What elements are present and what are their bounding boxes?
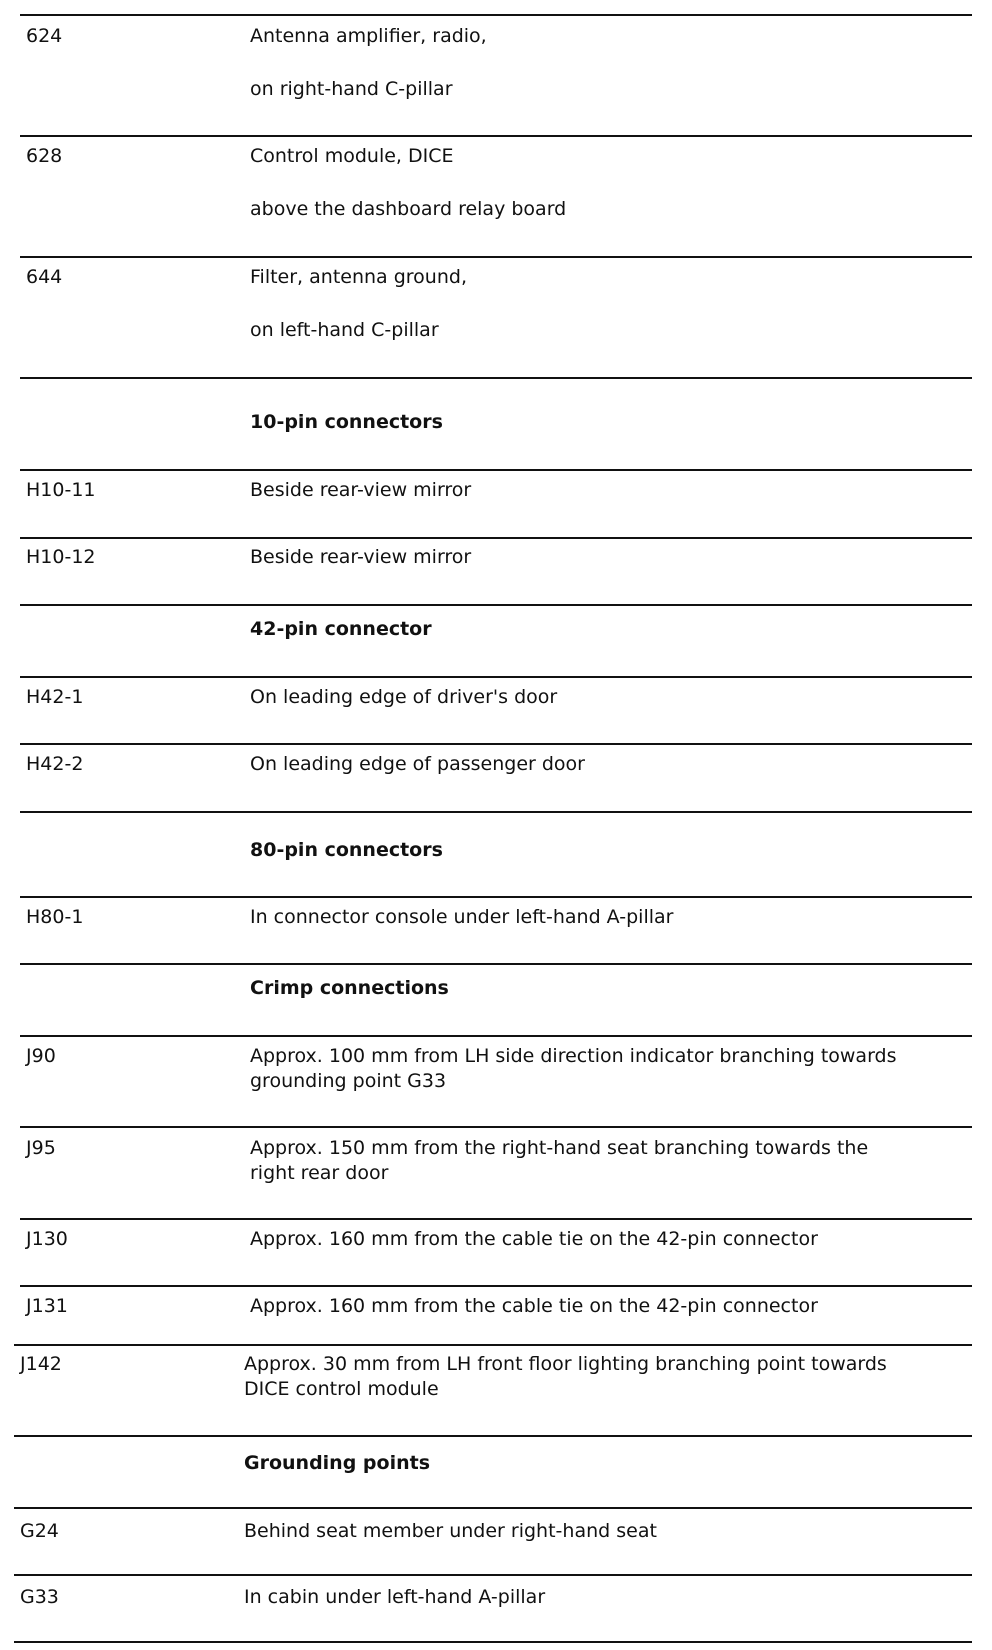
row-description: above the dashboard relay board [250,198,567,220]
row-code: J142 [20,1353,62,1375]
section-heading: 80-pin connectors [250,839,443,861]
row-description: Approx. 30 mm from LH front floor lighting branching point towards [244,1353,887,1375]
table-rule [20,1035,972,1037]
table-rule [14,1435,972,1437]
row-description: Control module, DICE [250,145,454,167]
row-description: Approx. 160 mm from the cable tie on the 42-pin connector [250,1295,818,1317]
row-code: H10-12 [26,546,96,568]
row-description: In connector console under left-hand A-pillar [250,906,674,928]
row-code: H80-1 [26,906,84,928]
table-rule [20,676,972,678]
row-description: grounding point G33 [250,1070,447,1092]
row-description: On leading edge of passenger door [250,753,585,775]
table-rule [20,537,972,539]
row-description: In cabin under left-hand A-pillar [244,1586,546,1608]
row-description: Beside rear-view mirror [250,479,472,501]
table-rule [20,1218,972,1220]
row-description: on right-hand C-pillar [250,78,453,100]
row-code: 644 [26,266,63,288]
row-description: Antenna amplifier, radio, [250,25,487,47]
table-rule [20,743,972,745]
section-heading: Crimp connections [250,977,449,999]
table-rule [20,896,972,898]
row-code: J90 [26,1045,56,1067]
table-rule [20,811,972,813]
section-heading: Grounding points [244,1452,431,1474]
row-code: H42-1 [26,686,84,708]
table-rule [20,377,972,379]
table-rule [20,1285,972,1287]
row-code: 628 [26,145,63,167]
table-rule [20,14,972,16]
row-code: J131 [26,1295,68,1317]
row-code: 624 [26,25,63,47]
section-heading: 10-pin connectors [250,411,443,433]
row-description: Beside rear-view mirror [250,546,472,568]
table-rule [20,256,972,258]
section-heading: 42-pin connector [250,618,432,640]
row-description: Behind seat member under right-hand seat [244,1520,657,1542]
row-code: G24 [20,1520,59,1542]
row-description: On leading edge of driver's door [250,686,558,708]
table-rule [20,963,972,965]
table-rule [20,1126,972,1128]
table-rule [20,604,972,606]
table-rule [14,1507,972,1509]
row-code: H10-11 [26,479,96,501]
row-description: right rear door [250,1162,389,1184]
table-rule [20,469,972,471]
row-description: on left-hand C-pillar [250,319,439,341]
row-code: H42-2 [26,753,84,775]
table-rule [14,1641,972,1643]
table-rule [20,135,972,137]
row-description: DICE control module [244,1378,439,1400]
row-description: Approx. 160 mm from the cable tie on the 42-pin connector [250,1228,818,1250]
table-rule [14,1574,972,1576]
row-code: J95 [26,1137,56,1159]
row-description: Approx. 150 mm from the right-hand seat branching towards the [250,1137,869,1159]
row-code: G33 [20,1586,59,1608]
row-description: Filter, antenna ground, [250,266,467,288]
row-code: J130 [26,1228,68,1250]
row-description: Approx. 100 mm from LH side direction indicator branching towards [250,1045,897,1067]
table-rule [14,1344,972,1346]
